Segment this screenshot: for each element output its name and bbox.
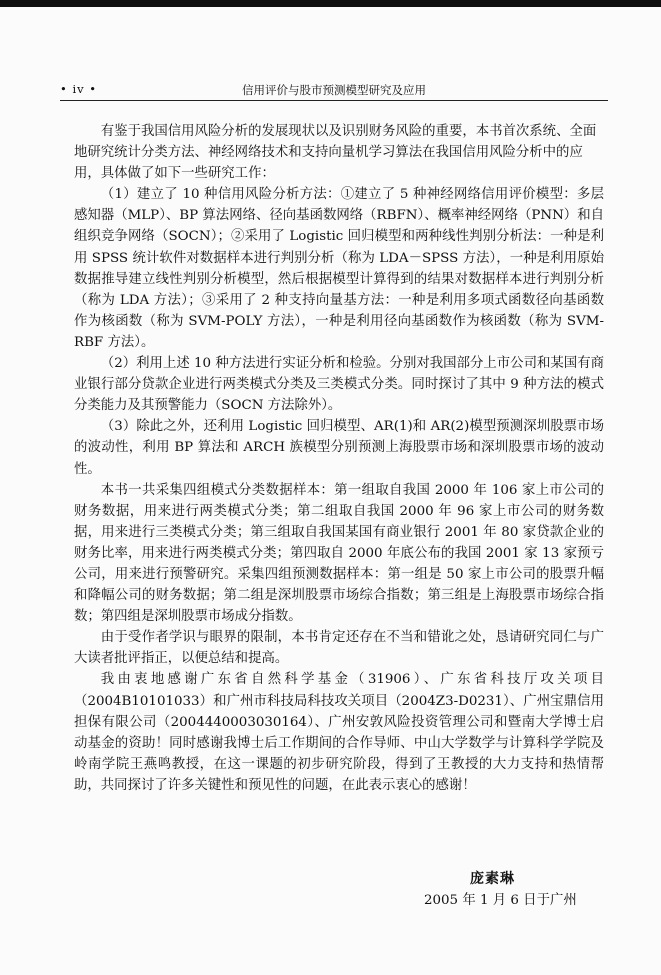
- paragraph-intro: 有鉴于我国信用风险分析的发展现状以及识别财务风险的重要，本书首次系统、全面地研究统计分类方法、神经网络技术和支持向量机学习算法在我国信用风险分析中的应用，具体做了如下一些研究工作：: [74, 124, 597, 182]
- paragraph-item-1: （1）建立了 10 种信用风险分析方法：①建立了 5 种神经网络信用评价模型：多层感知器（MLP）、BP 算法网络、径向基函数网络（RBFN）、概率神经网络（PNN）和自组织竞争网络（SOCN）；②采用了 Logistic 回归模型和两种线性判别分析法：一种是利用 SPSS 统计软件对数据样本进行判别分析（称为 LDA－SPSS 方法），一种是利用原始数据推导建立线性判别分析模型，然后根据模型计算得到的结果对数据样本进行判别分析（称为 LDA 方法）；③采用了 2 种支持向量基方法：一种是利用多项式函数径向基函数作为核函数（称为 SVM-POLY 方法），一种是利用径向基函数作为核函数（称为 SVM-RBF 方法）。: [74, 187, 604, 350]
- paragraph-item-3: （3）除此之外，还利用 Logistic 回归模型、AR(1)和 AR(2)模型预测深圳股票市场的波动性，利用 BP 算法和 ARCH 族模型分别预测上海股票市场和深圳股票市场的波动性。: [74, 419, 604, 477]
- running-header: [60, 82, 608, 100]
- preface-body: [74, 121, 604, 796]
- signature-date: 2005 年 1 月 6 日于广州: [424, 893, 577, 908]
- paragraph-limitations: 由于受作者学识与眼界的限制，本书肯定还存在不当和错讹之处，恳请研究同仁与广大读者批评指正，以便总结和提高。: [74, 630, 604, 667]
- running-title: 信用评价与股市预测模型研究及应用: [242, 83, 426, 97]
- top-border-bar: [0, 0, 661, 7]
- paragraph-acknowledgements: 我由衷地感谢广东省自然科学基金（31906）、广东省科技厅攻关项目（2004B10101033）和广州市科技局科技攻关项目（2004Z3-D0231）、广州宝鼎信用担保有限公司（2004440003030164）、广州安敦风险投资管理公司和暨南大学博士启动基金的资助！同时感谢我博士后工作期间的合作导师、中山大学数学与计算科学学院及岭南学院王燕鸣教授，在这一课题的初步研究阶段，得到了王教授的大力支持和热情帮助，共同探讨了许多关键性和预见性的问题，在此表示衷心的感谢！: [74, 672, 604, 793]
- paragraph-samples: 本书一共采集四组模式分类数据样本：第一组取自我国 2000 年 106 家上市公司的财务数据，用来进行两类模式分类；第二组取自我国 2000 年 96 家上市公司的财务数据，用来进行三类模式分类；第三组取自我国某国有商业银行 2001 年 80 家贷款企业的财务比率，用来进行两类模式分类；第四取自 2000 年底公布的我国 2001 家 13 家预亏公司，用来进行预警研究。采集四组预测数据样本：第一组是 50 家上市公司的股票升幅和降幅公司的财务数据；第二组是深圳股票市场综合指数；第三组是上海股票市场综合指数；第四组是深圳股票市场成分指数。: [74, 482, 604, 625]
- paragraph-item-2: （2）利用上述 10 种方法进行实证分析和检验。分别对我国部分上市公司和某国有商业银行部分贷款企业进行两类模式分类及三类模式分类。同时探讨了其中 9 种方法的模式分类能力及其预警能力（SOCN 方法除外）。: [74, 356, 604, 414]
- author-signature: 庞素琳: [470, 871, 515, 887]
- page-number: • iv •: [60, 82, 98, 96]
- header-rule: [60, 100, 608, 101]
